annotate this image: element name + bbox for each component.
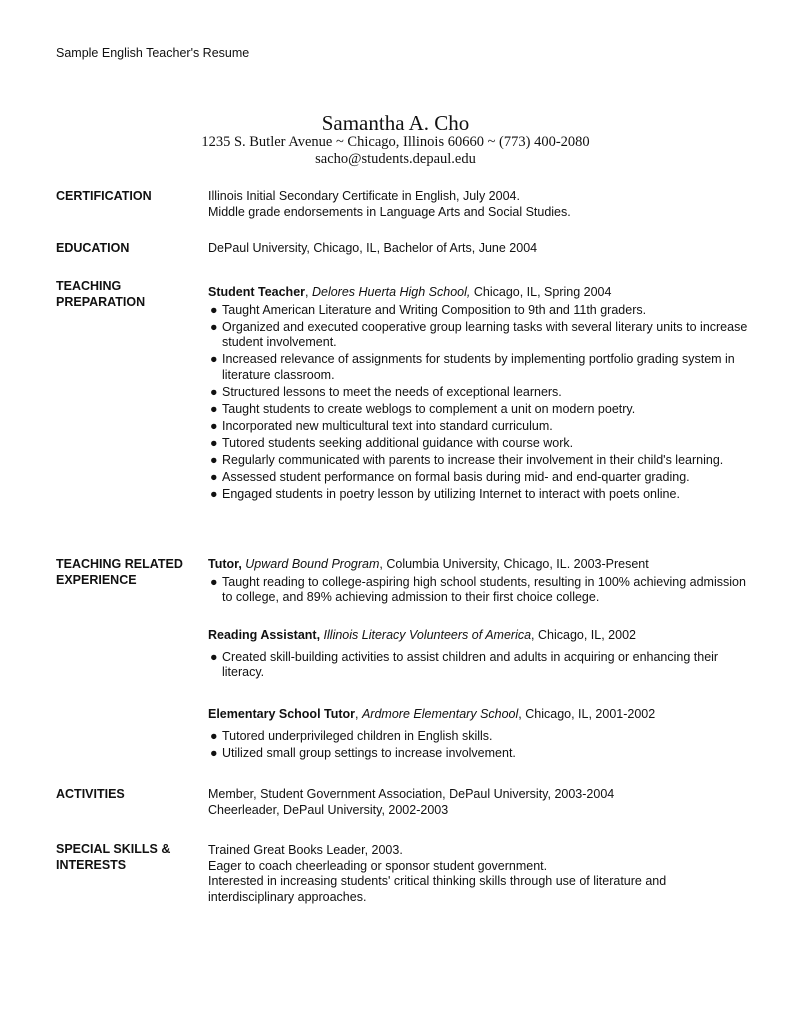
list-item-text: Created skill-building activities to assist children and adults in acquiring or enhancing their literacy. [222, 649, 719, 679]
list-item [208, 575, 748, 606]
list-item-text: Tutored students seeking additional guidance with course work. [222, 435, 574, 450]
section-label-text: EXPERIENCE [56, 572, 137, 587]
section-label-text: EDUCATION [56, 241, 130, 255]
section-label-text: TEACHING [56, 279, 122, 293]
bullet-icon: ● [210, 302, 218, 317]
job-organization: Ardmore Elementary School [361, 707, 519, 721]
bullet-icon: ● [210, 384, 218, 399]
list-item [208, 419, 748, 435]
text-line: interdisciplinary approaches. [208, 889, 367, 904]
job-title: Reading Assistant, [208, 628, 321, 642]
bullet-icon: ● [210, 728, 218, 743]
candidate-name: Samantha A. Cho [321, 111, 470, 135]
list-item-text: Taught American Literature and Writing Composition to 9th and 11th graders. [222, 302, 647, 317]
text-line: DePaul University, Chicago, IL, Bachelor of Arts, June 2004 [208, 241, 538, 255]
list-item [208, 729, 748, 745]
bullet-icon: ● [210, 574, 218, 589]
text-line: Middle grade endorsements in Language Arts and Social Studies. [208, 204, 571, 219]
list-item [208, 402, 748, 418]
section-body-activities [208, 787, 748, 818]
job-separator: , [305, 285, 312, 299]
text-line: Cheerleader, DePaul University, 2002-2003 [208, 802, 449, 817]
list-item [208, 436, 748, 452]
section-label-text: ACTIVITIES [56, 787, 125, 801]
section-body-education [208, 241, 748, 257]
job-organization: Delores Huerta High School, [311, 285, 471, 299]
section-label-skills [56, 842, 170, 873]
text-line: Member, Student Government Association, DePaul University, 2003-2004 [208, 787, 615, 801]
list-item-text: Increased relevance of assignments for students by implementing portfolio grading system in literature classroom. [222, 352, 735, 382]
bullet-list [208, 303, 748, 503]
list-item [208, 453, 748, 469]
list-item-text: Tutored underprivileged children in English skills. [222, 728, 493, 743]
list-item-text: Utilized small group settings to increase involvement. [222, 745, 516, 760]
list-item [208, 303, 748, 319]
list-item-text: Assessed student performance on formal basis during mid- and end-quarter grading. [222, 469, 690, 484]
section-label-teaching-related [56, 557, 183, 588]
bullet-list [208, 575, 748, 606]
job-details: Chicago, IL, Spring 2004 [470, 285, 612, 299]
job-organization: Upward Bound Program [245, 557, 380, 571]
bullet-list [208, 650, 748, 681]
list-item [208, 385, 748, 401]
section-label-text: INTERESTS [56, 857, 127, 872]
job-heading [208, 557, 748, 573]
job-details: , Chicago, IL, 2002 [531, 628, 636, 642]
bullet-icon: ● [210, 401, 218, 416]
job-heading [208, 707, 748, 723]
bullet-list [208, 729, 748, 762]
job-entry-reading-assistant [208, 628, 748, 682]
job-title: Elementary School Tutor [208, 707, 356, 721]
list-item-text: Taught students to create weblogs to complement a unit on modern poetry. [222, 401, 636, 416]
text-line: Trained Great Books Leader, 2003. [208, 843, 403, 857]
section-label-teaching-preparation [56, 279, 145, 310]
job-entry-elementary-tutor [208, 707, 748, 763]
candidate-address: 1235 S. Butler Avenue ~ Chicago, Illinois 60660 ~ (773) 400-2080 [201, 134, 590, 150]
list-item [208, 470, 748, 486]
section-label-text: PREPARATION [56, 294, 146, 309]
section-label-text: SPECIAL SKILLS & [56, 842, 171, 856]
section-label-activities [56, 787, 125, 803]
list-item [208, 352, 748, 383]
text-line: Illinois Initial Secondary Certificate in English, July 2004. [208, 189, 520, 203]
section-body-skills [208, 843, 748, 905]
list-item-text: Engaged students in poetry lesson by utilizing Internet to interact with poets online. [222, 486, 680, 501]
job-entry-tutor [208, 557, 748, 607]
section-body-certification [208, 189, 748, 220]
bullet-icon: ● [210, 649, 218, 664]
bullet-icon: ● [210, 469, 218, 484]
section-label-text: TEACHING RELATED [56, 557, 183, 571]
bullet-icon: ● [210, 745, 218, 760]
list-item-text: Structured lessons to meet the needs of exceptional learners. [222, 384, 562, 399]
list-item-text: Incorporated new multicultural text into standard curriculum. [222, 418, 553, 433]
job-separator: , [355, 707, 362, 721]
list-item-text: Organized and executed cooperative group learning tasks with several literary units to increase student involvement. [222, 319, 748, 349]
bullet-icon: ● [210, 418, 218, 433]
section-label-certification [56, 189, 152, 205]
list-item [208, 487, 748, 503]
section-label-text: CERTIFICATION [56, 189, 152, 203]
job-heading [208, 628, 748, 644]
list-item-text: Taught reading to college-aspiring high school students, resulting in 100% achieving admission to college, and 89% achieving admission to their first choice college. [222, 574, 746, 604]
job-organization: Illinois Literacy Volunteers of America [323, 628, 532, 642]
text-line: Eager to coach cheerleading or sponsor student government. [208, 858, 548, 873]
list-item [208, 746, 748, 762]
section-body-teaching-preparation [208, 285, 748, 504]
list-item [208, 650, 748, 681]
bullet-icon: ● [210, 486, 218, 501]
candidate-email: sacho@students.depaul.edu [315, 151, 476, 167]
bullet-icon: ● [210, 452, 218, 467]
list-item-text: Regularly communicated with parents to increase their involvement in their child's learning. [222, 452, 724, 467]
job-heading [208, 285, 748, 301]
list-item [208, 320, 748, 351]
job-details: , Columbia University, Chicago, IL. 2003-Present [379, 557, 649, 571]
text-line: Interested in increasing students' critical thinking skills through use of literature and [208, 874, 667, 888]
job-title: Tutor, [208, 557, 242, 571]
section-label-education [56, 241, 129, 257]
job-title: Student Teacher [208, 285, 306, 299]
bullet-icon: ● [210, 352, 218, 366]
bullet-icon: ● [210, 319, 218, 334]
bullet-icon: ● [210, 435, 218, 450]
job-details: , Chicago, IL, 2001-2002 [518, 707, 656, 721]
page-label: Sample English Teacher's Resume [56, 46, 250, 60]
